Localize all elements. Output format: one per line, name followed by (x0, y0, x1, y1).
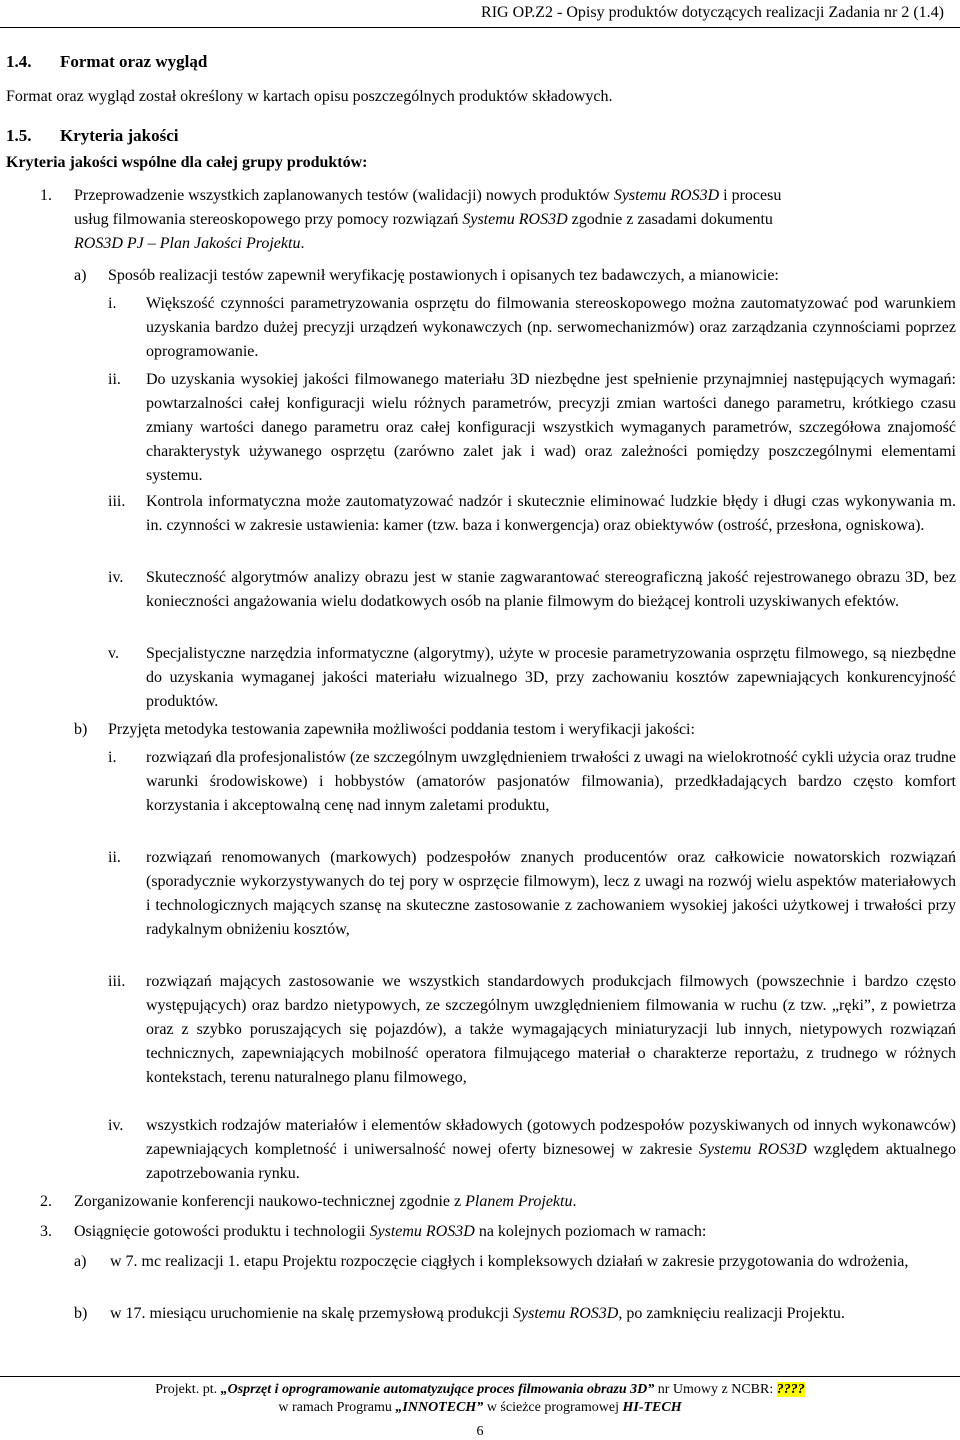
page-number: 6 (476, 1424, 484, 1439)
item-1a-iii-text: Kontrola informatyczna może zautomatyzować nadzór i skutecznie eliminować ludzkie błędy i długi czas wykonywania m. in. czynności w zakresie ustawienia: kamer (tzw. baza i konwergencja) oraz obiektywów (ostrość, przesłona, ogniskowa). (146, 493, 956, 534)
section-15-number: 1.5. (6, 126, 32, 145)
item-1-text: zgodnie z zasadami dokumentu (567, 211, 773, 228)
item-1-emphasis: Systemu ROS3D (613, 187, 720, 204)
section-15-subtitle: Kryteria jakości wspólne dla całej grupy produktów: (6, 154, 368, 171)
item-2-number: 2. (40, 1193, 52, 1210)
section-15-title: Kryteria jakości (60, 126, 179, 145)
item-3-text-part: Osiągnięcie gotowości produktu i technologii (74, 1223, 370, 1240)
item-1a-ii-marker: ii. (108, 371, 121, 388)
item-3b-text (110, 1302, 956, 1326)
item-2-emphasis: Planem Projektu (465, 1193, 573, 1210)
footer-program-line (0, 1400, 960, 1416)
item-1b-iv-text (146, 1114, 956, 1186)
footer-text: nr Umowy z NCBR: (654, 1382, 777, 1397)
item-1-number: 1. (40, 187, 52, 204)
header-text: RIG OP.Z2 - Opisy produktów dotyczących realizacji Zadania nr 2 (1.4) (481, 4, 944, 21)
document-reference: ROS3D PJ – Plan Jakości Projektu (74, 235, 301, 252)
item-1b-iv-text-part: względem aktualnego zapotrzebowania rynku. (146, 1141, 957, 1182)
item-3b-emphasis: Systemu ROS3D (513, 1305, 619, 1322)
item-1b-marker: b) (74, 721, 88, 738)
item-1b-text: Przyjęta metodyka testowania zapewniła możliwości poddania testom i weryfikacji jakości: (108, 721, 695, 738)
item-1-text: usług filmowania stereoskopowego przy pomocy rozwiązań (74, 211, 463, 228)
item-1b-iv-emphasis: Systemu ROS3D (698, 1141, 807, 1158)
section-14-title: Format oraz wygląd (60, 52, 208, 71)
item-1b-iii-marker: iii. (108, 973, 126, 990)
footer-project-line (0, 1382, 960, 1398)
item-1a-v-marker: v. (108, 645, 119, 662)
item-3-number: 3. (40, 1223, 52, 1240)
item-1b-ii-text: rozwiązań renomowanych (markowych) podzespołów znanych producentów oraz całkowicie nowatorskich rozwiązań (sporadycznie wykorzystywanych do tej pory w osprzęcie filmowym), lecz z uwagi na rozwój wielu aspektów materiałowych i technologicznych mających szansę na skuteczne zastosowanie z zachowaniem wysokiej jakości użytkowej i trwałości przy radykalnym obniżeniu kosztów, (146, 849, 956, 938)
item-1-line-3 (74, 232, 304, 256)
item-1a-v-text: Specjalistyczne narzędzia informatyczne (algorytmy), użyte w procesie parametryzowania osprzętu filmowego, są niezbędne do uzyskania wymaganej jakości materiału wizualnego 3D, przy zachowaniu kosztów zapewniających konkurencyjność produktów. (146, 645, 956, 710)
footer-contract-number-highlight: ???? (776, 1382, 805, 1397)
item-1b-i-text: rozwiązań dla profesjonalistów (ze szczególnym uwzględnieniem trwałości z uwagi na wielokrotność cykli użycia oraz trudne warunki środowiskowe) i hobbystów (amatorów pasjonatów filmowania), przedkładających bardzo często komfort korzystania i akceptowalną cenę nad innym zaletami produktu, (146, 749, 956, 814)
item-1a-i-text: Większość czynności parametryzowania osprzętu do filmowania stereoskopowego można zautomatyzować pod warunkiem uzyskania bardzo dużej precyzji urządzeń wykonawczych (np. serwomechanizmów) oraz zarządzania czynnościami poprzez oprogramowanie. (146, 295, 956, 360)
item-1b-iv-text-part: wszystkich rodzajów materiałów i elementów składowych (gotowych podzespołów pozyskiwanych od innych wykonawców) zapewniających kompletność i uniwersalność nowej oferty biznesowej w zakresie (146, 1117, 956, 1158)
item-3a-marker: a) (74, 1253, 87, 1270)
item-1a-marker: a) (74, 267, 87, 284)
item-1b-ii-marker: ii. (108, 849, 121, 866)
item-1a-iii-marker: iii. (108, 493, 126, 510)
page-header (0, 0, 960, 28)
item-2-text-part: Zorganizowanie konferencji naukowo-technicznej zgodnie z (74, 1193, 466, 1210)
item-1a-iv-text: Skuteczność algorytmów analizy obrazu jest w stanie zagwarantować stereograficzną jakość rejestrowanego obrazu 3D, bez konieczności angażowania wielu dodatkowych osób na planie filmowym do bieżącej kontroli uzyskiwanych efektów. (146, 569, 956, 610)
item-2-text-part: . (572, 1193, 577, 1210)
item-1-emphasis: Systemu ROS3D (462, 211, 568, 228)
item-3a-text: w 7. mc realizacji 1. etapu Projektu rozpoczęcie ciągłych i kompleksowych działań w zakresie przygotowania do wdrożenia, (110, 1253, 909, 1270)
item-3b-text-part: , po zamknięciu realizacji Projektu. (618, 1305, 845, 1322)
item-2-text (74, 1190, 576, 1214)
item-3-emphasis: Systemu ROS3D (369, 1223, 475, 1240)
item-3b-text-part: w 17. miesiącu uruchomienie na skalę przemysłową produkcji (110, 1305, 513, 1322)
footer-project-title: „Osprzęt i oprogramowanie automatyzujące proces filmowania obrazu 3D” (220, 1382, 655, 1397)
footer-program-name: „INNOTECH” (395, 1400, 484, 1415)
section-14-number: 1.4. (6, 52, 32, 71)
footer-text: w ścieżce programowej (483, 1400, 623, 1415)
item-1a-text: Sposób realizacji testów zapewnił weryfikację postawionych i opisanych tez badawczych, a mianowicie: (108, 267, 779, 284)
item-1b-iii-text: rozwiązań mających zastosowanie we wszystkich standardowych produkcjach filmowych (powszechnie i bardzo często występujących) oraz bardzo nietypowych, ze szczególnym uwzględnieniem filmowania w ruchu (z tzw. „ręki”, z powietrza oraz z szybko poruszających się pojazdów), a także wymagających miniaturyzacji lub innych, nietypowych rozwiązań technicznych, zapewniających mobilność operatora filmującego materiał o charakterze reportażu, z trudnego w różnych kontekstach, terenu naturalnego planu filmowego, (146, 973, 956, 1086)
item-1-line-1 (74, 184, 781, 208)
item-1b-iv-marker: iv. (108, 1117, 124, 1134)
item-1-text: . (300, 235, 305, 252)
item-1a-ii-text: Do uzyskania wysokiej jakości filmowanego materiału 3D niezbędne jest spełnienie przynajmniej następujących wymagań: powtarzalności całej konfiguracji wielu różnych parametrów, precyzji zmian wartości danego parametru, krótkiego czasu zmiany wartości danego parametru oraz całej konfiguracji wszystkich wymaganych parametrów, szczegółowa znajomość charakterystyk używanego osprzętu (zarówno zalet jak i wad) oraz zależności pomiędzy poszczególnymi elementami systemu. (146, 371, 956, 484)
item-1a-iv-marker: iv. (108, 569, 124, 586)
footer-text: w ramach Programu (278, 1400, 396, 1415)
item-3b-marker: b) (74, 1305, 88, 1322)
section-14-body: Format oraz wygląd został określony w kartach opisu poszczególnych produktów składowych. (6, 88, 613, 105)
item-1a-i-marker: i. (108, 295, 117, 312)
footer-text: Projekt. pt. (155, 1382, 221, 1397)
footer-divider (0, 1376, 960, 1377)
item-1b-i-marker: i. (108, 749, 117, 766)
footer-path-name: HI-TECH (622, 1400, 682, 1415)
item-3-text (74, 1220, 706, 1244)
item-3-text-part: na kolejnych poziomach w ramach: (474, 1223, 707, 1240)
item-1-text: i procesu (719, 187, 782, 204)
item-1-line-2 (74, 208, 773, 232)
item-1-text: Przeprowadzenie wszystkich zaplanowanych testów (walidacji) nowych produktów (74, 187, 614, 204)
